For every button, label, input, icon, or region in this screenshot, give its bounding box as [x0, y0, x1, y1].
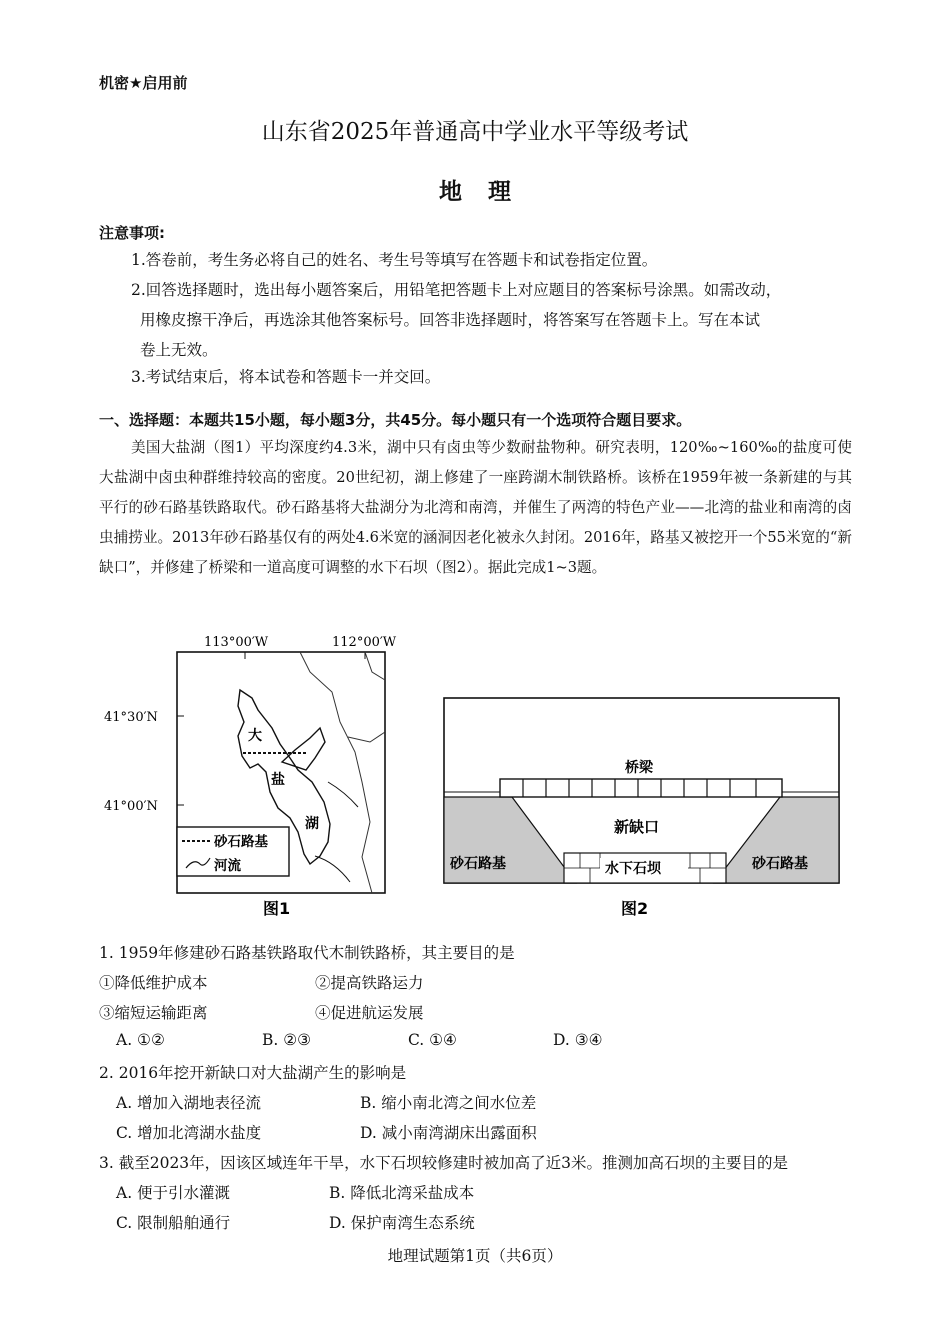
q3-option-d[interactable]: D. 保护南湾生态系统: [329, 1214, 475, 1232]
fig1-lake-char-3: 湖: [305, 816, 319, 832]
notice-item-1: 1.答卷前，考生务必将自己的姓名、考生号等填写在答题卡和试卷指定位置。: [131, 251, 658, 269]
q3-stem: 3. 截至2023年，因该区域连年干旱，水下石坝较修建时被加高了近3米。推测加高石坝的主要目的是: [99, 1154, 789, 1172]
figures: [100, 632, 860, 922]
notice-item-2-line3: 卷上无效。: [140, 341, 218, 359]
q2-option-a[interactable]: A. 增加入湖地表径流: [116, 1094, 262, 1112]
q1-statement-1: ①降低维护成本: [99, 974, 208, 992]
q1-option-d[interactable]: D. ③④: [553, 1031, 603, 1049]
fig2-roadbed-left-label: 砂石路基: [450, 856, 506, 872]
q1-option-a[interactable]: A. ①②: [116, 1031, 165, 1049]
fig1-legend-river: 河流: [214, 858, 241, 874]
q1-statement-2: ②提高铁路运力: [315, 974, 424, 992]
confidential-mark: 机密★启用前: [99, 74, 188, 92]
fig2-bridge-deck: [500, 779, 782, 797]
figure2-section: [444, 698, 839, 918]
fig1-lon-113: 113°00′W: [204, 635, 269, 650]
figure1-map: [104, 635, 397, 918]
q3-option-c[interactable]: C. 限制船舶通行: [116, 1214, 231, 1232]
fig1-lake-char-1: 大: [248, 728, 262, 744]
q1-option-c[interactable]: C. ①④: [408, 1031, 457, 1049]
fig2-gap-label: 新缺口: [614, 818, 660, 836]
fig1-lat-4100: 41°00′N: [104, 799, 158, 814]
notice-heading: 注意事项:: [99, 224, 165, 242]
fig2-roadbed-right-label: 砂石路基: [752, 856, 808, 872]
reading-passage: 美国大盐湖（图1）平均深度约4.3米，湖中只有卤虫等少数耐盐物种。研究表明，120‰~160‰的盐度可使大盐湖中卤虫种群维持较高的密度。20世纪初，湖上修建了一座跨湖木制铁路桥。该桥在1959年被一条新建的与其平行的砂石路基铁路取代。砂石路基将大盐湖分为北湾和南湾，并催生了两湾的特色产业——北湾的盐业和南湾的卤虫捕捞业。2013年砂石路基仅有的两处4.6米宽的涵洞因老化被永久封闭。2016年，路基又被挖开一个55米宽的“新缺口”，并修建了桥梁和一道高度可调整的水下石坝（图2）。据此完成1~3题。: [99, 439, 852, 576]
q2-option-d[interactable]: D. 减小南湾湖床出露面积: [360, 1124, 537, 1142]
section-heading: 一、选择题：本题共15小题，每小题3分，共45分。每小题只有一个选项符合题目要求。: [99, 411, 692, 429]
q3-option-b[interactable]: B. 降低北湾采盐成本: [329, 1184, 475, 1202]
page-footer: 地理试题第1页（共6页）: [387, 1247, 563, 1265]
fig1-caption: 图1: [263, 899, 291, 918]
q1-option-b[interactable]: B. ②③: [262, 1031, 312, 1049]
fig1-lon-112: 112°00′W: [332, 635, 397, 650]
q2-stem: 2. 2016年挖开新缺口对大盐湖产生的影响是: [99, 1064, 407, 1082]
exam-title: 山东省2025年普通高中学业水平等级考试: [261, 119, 689, 145]
subject-title: 地理: [439, 179, 537, 205]
q1-stem: 1. 1959年修建砂石路基铁路取代木制铁路桥，其主要目的是: [99, 944, 515, 962]
q2-option-b[interactable]: B. 缩小南北湾之间水位差: [360, 1094, 537, 1112]
fig2-caption: 图2: [621, 899, 649, 918]
notice-item-2-line2: 用橡皮擦干净后，再选涂其他答案标号。回答非选择题时，将答案写在答题卡上。写在本试: [140, 311, 761, 329]
fig1-lat-4130: 41°30′N: [104, 710, 158, 725]
fig2-bridge-label: 桥梁: [625, 760, 653, 776]
notice-item-2-line1: 2.回答选择题时，选出每小题答案后，用铅笔把答题卡上对应题目的答案标号涂黑。如需改动，: [131, 281, 782, 299]
notice-item-2: [131, 275, 857, 365]
q1-statement-4: ④促进航运发展: [315, 1004, 424, 1022]
fig2-dam-label: 水下石坝: [605, 861, 661, 877]
notice-item-3: 3.考试结束后，将本试卷和答题卡一并交回。: [131, 368, 441, 386]
q2-option-c[interactable]: C. 增加北湾湖水盐度: [116, 1124, 262, 1142]
q3-option-a[interactable]: A. 便于引水灌溉: [116, 1184, 231, 1202]
q1-statement-3: ③缩短运输距离: [99, 1004, 208, 1022]
fig1-legend-roadbed: 砂石路基: [214, 834, 268, 850]
fig1-lake-char-2: 盐: [271, 772, 285, 788]
